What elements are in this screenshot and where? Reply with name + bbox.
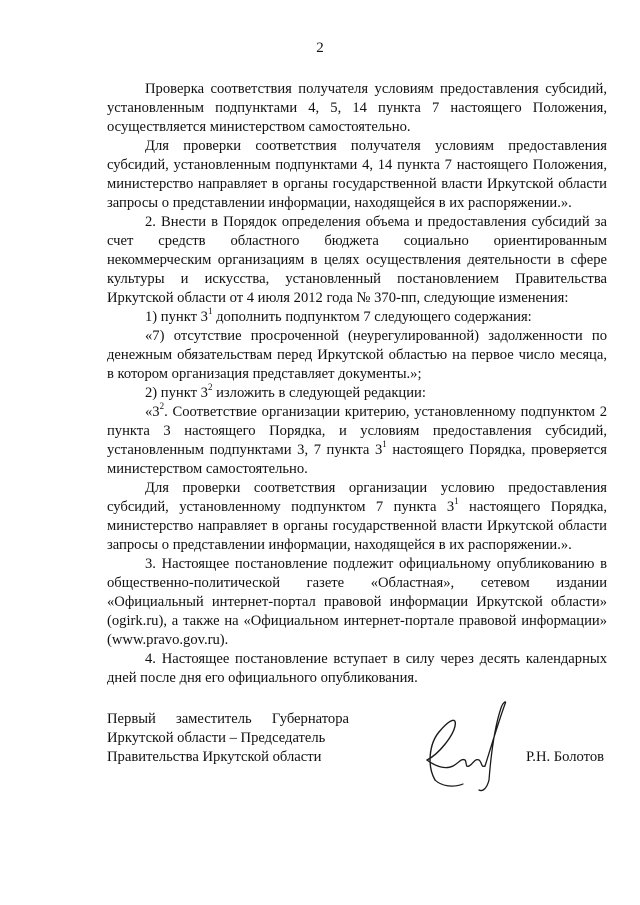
superscript: 1: [382, 439, 387, 450]
text-run: 4. Настоящее постановление вступает в силу через десять календарных дней после дня его официального опубликования.: [107, 651, 607, 686]
superscript: 1: [454, 496, 459, 507]
superscript: 2: [207, 382, 213, 393]
text-run: дополнить подпунктом 7 следующего содержания:: [212, 309, 532, 325]
paragraph: [107, 555, 607, 650]
text-run: изложить в следующей редакции:: [212, 385, 426, 401]
signer-title-line-2: Иркутской области – Председатель: [107, 730, 326, 746]
text-run: «3: [145, 404, 160, 420]
text-run: 1) пункт 3: [145, 309, 208, 325]
paragraph: [107, 308, 607, 327]
handwritten-signature: [405, 696, 515, 796]
text-run: настоящего Порядка, министерство направляет в органы государственной власти Иркутской области запросы о представлении информации, находящейся в их распоряжении.».: [107, 499, 607, 553]
signer-title-word: Губернатора: [271, 711, 349, 727]
superscript: 1: [207, 306, 213, 317]
text-run: Проверка соответствия получателя условиям предоставления субсидий, установленным подпунктами 4, 5, 14 пункта 7 настоящего Положения, осуществляется министерством самостоятельно.: [107, 81, 607, 135]
signer-title-word: заместитель: [175, 711, 252, 727]
paragraph: [107, 384, 607, 403]
paragraph: [107, 213, 607, 308]
paragraph: [107, 80, 607, 137]
text-run: . Соответствие организации критерию, установленному подпунктом 2 пункта 3 настоящего Порядка, и условиям предоставления субсидий, установленным подпунктами 3, 7 пункта 3: [107, 404, 607, 458]
signer-title-word: Первый: [107, 711, 156, 727]
signer-title-line-3: Правительства Иркутской области: [107, 749, 322, 765]
paragraph: [107, 479, 607, 555]
superscript: 2: [159, 401, 165, 412]
text-run: 2. Внести в Порядок определения объема и предоставления субсидий за счет средств областного бюджета социально ориентированным некоммерческим организациям в целях осуществления деятельности в сфере культуры и искусства, установленный постановлением Правительства Иркутской области от 4 июля 2012 года № 370-пп, следующие изменения:: [107, 214, 607, 306]
text-run: «7) отсутствие просроченной (неурегулированной) задолженности по денежным обязательствам перед Иркутской областью на первое число месяца, в котором организация представляет документы.»;: [107, 328, 607, 382]
paragraph: [107, 327, 607, 384]
text-run: Для проверки соответствия организации условию предоставления субсидий, установленному подпунктом 7 пункта 3: [107, 480, 607, 515]
text-run: настоящего Порядка, проверяется министерством самостоятельно.: [107, 442, 607, 477]
paragraph: [107, 137, 607, 213]
text-run: 2) пункт 3: [145, 385, 208, 401]
text-run: 3. Настоящее постановление подлежит официальному опубликованию в общественно-политической газете «Областная», сетевом издании «Официальный интернет-портал правовой информации Иркутской области» (ogirk.ru), а также на «Официальном интернет-портале правовой информации» (www.pravo.gov.ru).: [107, 556, 607, 648]
page-number: 2: [316, 40, 324, 56]
paragraph: [107, 650, 607, 688]
paragraph: [107, 403, 607, 479]
signer-name: Р.Н. Болотов: [526, 749, 605, 765]
document-body: [107, 80, 607, 688]
text-run: Для проверки соответствия получателя условиям предоставления субсидий, установленным подпунктами 4, 14 пункта 7 настоящего Положения, министерство направляет в органы государственной власти Иркутской области запросы о представлении информации, находящейся в их распоряжении.».: [107, 138, 607, 211]
signer-title-line-1: [107, 710, 349, 729]
